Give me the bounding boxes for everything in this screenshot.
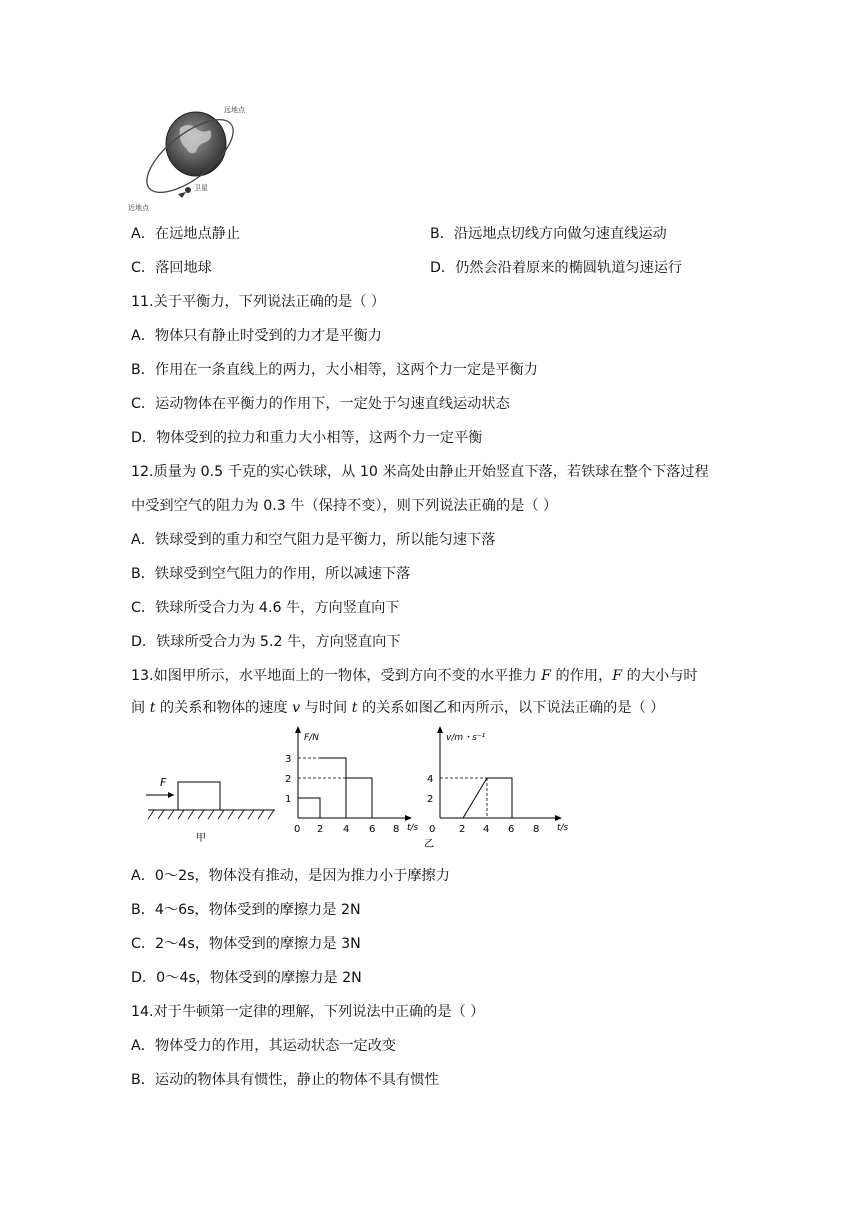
q13-stem-text: 的关系和物体的速度 — [155, 700, 293, 716]
q13-symbol-f: F — [612, 668, 623, 684]
q13-stem-text: 13.如图甲所示，水平地面上的一物体，受到方向不变的水平推力 — [131, 668, 542, 684]
q12-stem-line2: 中受到空气的阻力为 0.3 牛（保持不变），则下列说法正确的是（ ） — [131, 498, 558, 514]
f-x-arrow-icon — [405, 815, 412, 821]
ground-hatching — [148, 810, 274, 819]
f-x-tick: 4 — [343, 824, 350, 835]
orbit-arrow-icon — [178, 192, 186, 198]
q11-option-a: A．物体只有静止时受到的力才是平衡力 — [131, 328, 382, 344]
f-x-axis-label: t/s — [407, 823, 419, 833]
q13-option-c: C．2～4s，物体受到的摩擦力是 3N — [131, 936, 361, 952]
figure-jia — [146, 776, 275, 844]
velocity-time-chart — [427, 726, 569, 835]
f-y-tick: 3 — [285, 754, 292, 765]
q13-symbol-t: t — [149, 700, 156, 716]
q10-option-c: C．落回地球 — [131, 260, 212, 276]
f-plot-lines — [298, 758, 372, 818]
q10-option-d: D．仍然会沿着原来的椭圆轨道匀速运行 — [430, 260, 683, 276]
f-x-tick: 8 — [393, 824, 400, 835]
v-x-arrow-icon — [555, 815, 562, 821]
q12-option-a: A．铁球受到的重力和空气阻力是平衡力，所以能匀速下落 — [131, 532, 496, 548]
satellite-label: 卫星 — [194, 184, 208, 192]
q13-stem-text: 的作用， — [551, 668, 613, 684]
q14-option-a: A．物体受力的作用，其运动状态一定改变 — [131, 1038, 397, 1054]
push-force-label: F — [160, 776, 167, 789]
v-y-arrow-icon — [437, 726, 443, 733]
v-y-tick: 4 — [427, 774, 434, 785]
figure-jia-caption: 甲 — [196, 833, 206, 844]
v-x-tick: 0 — [429, 824, 436, 835]
q12-option-c: C．铁球所受合力为 4.6 牛，方向竖直向下 — [131, 600, 400, 616]
q13-stem-text: 的关系如图乙和丙所示，以下说法正确的是（ ） — [357, 700, 665, 716]
q12-stem-line1: 12.质量为 0.5 千克的实心铁球，从 10 米高处由静止开始竖直下落，若铁球在整个下落过程 — [131, 464, 709, 480]
v-x-axis-label: t/s — [557, 823, 569, 833]
q13-symbol-v: v — [292, 700, 301, 716]
f-x-tick: 2 — [317, 824, 324, 835]
f-y-tick: 2 — [285, 774, 292, 785]
q10-option-a: A．在远地点静止 — [131, 226, 241, 242]
block-object — [178, 782, 220, 810]
f-y-tick: 1 — [285, 794, 292, 805]
q13-stem-text: 的大小与时 — [622, 668, 698, 684]
q12-option-b: B．铁球受到空气阻力的作用，所以减速下落 — [131, 566, 411, 582]
q11-option-d: D．物体受到的拉力和重力大小相等，这两个力一定平衡 — [131, 430, 483, 446]
v-y-axis-label: v/m・s⁻¹ — [446, 733, 486, 743]
figure-yi-caption: 乙 — [424, 839, 434, 850]
perigee-label: 近地点 — [128, 204, 149, 212]
satellite-orbit-figure — [128, 98, 258, 218]
v-y-tick: 2 — [427, 794, 434, 805]
q11-stem: 11.关于平衡力，下列说法正确的是（ ） — [131, 294, 386, 310]
v-x-tick: 4 — [483, 824, 490, 835]
q13-symbol-f: F — [541, 668, 551, 684]
v-x-tick: 2 — [459, 824, 466, 835]
q13-stem-text: 与时间 — [300, 700, 352, 716]
q13-option-d: D．0～4s，物体受到的摩擦力是 2N — [131, 970, 362, 986]
q13-stem-line1 — [131, 666, 698, 686]
f-y-arrow-icon — [295, 726, 301, 733]
q13-symbol-t: t — [351, 700, 358, 716]
f-x-tick: 0 — [294, 824, 301, 835]
q11-option-b: B．作用在一条直线上的两力，大小相等，这两个力一定是平衡力 — [131, 362, 538, 378]
q14-option-b: B．运动的物体具有惯性，静止的物体不具有惯性 — [131, 1072, 439, 1088]
q13-stem-text: 间 — [131, 700, 150, 716]
apogee-label: 远地点 — [224, 106, 245, 114]
f-x-tick: 6 — [369, 824, 376, 835]
arrow-head-icon — [168, 792, 174, 798]
q10-option-b: B．沿远地点切线方向做匀速直线运动 — [430, 226, 667, 242]
f-y-axis-label: F/N — [304, 733, 319, 743]
v-x-tick: 6 — [508, 824, 515, 835]
v-guide-lines — [440, 778, 487, 818]
f-guide-lines — [298, 758, 346, 778]
force-time-chart — [285, 726, 419, 835]
q14-stem: 14.对于牛顿第一定律的理解，下列说法中正确的是（ ） — [131, 1004, 485, 1020]
q12-option-d: D．铁球所受合力为 5.2 牛，方向竖直向下 — [131, 634, 401, 650]
v-plot-lines — [463, 778, 512, 818]
v-x-tick: 8 — [533, 824, 540, 835]
q11-option-c: C．运动物体在平衡力的作用下，一定处于匀速直线运动状态 — [131, 396, 510, 412]
q13-stem-line2 — [131, 698, 664, 718]
q13-option-b: B．4～6s，物体受到的摩擦力是 2N — [131, 902, 361, 918]
q13-option-a: A．0～2s，物体没有推动，是因为推力小于摩擦力 — [131, 868, 450, 884]
q13-figures — [140, 720, 580, 850]
